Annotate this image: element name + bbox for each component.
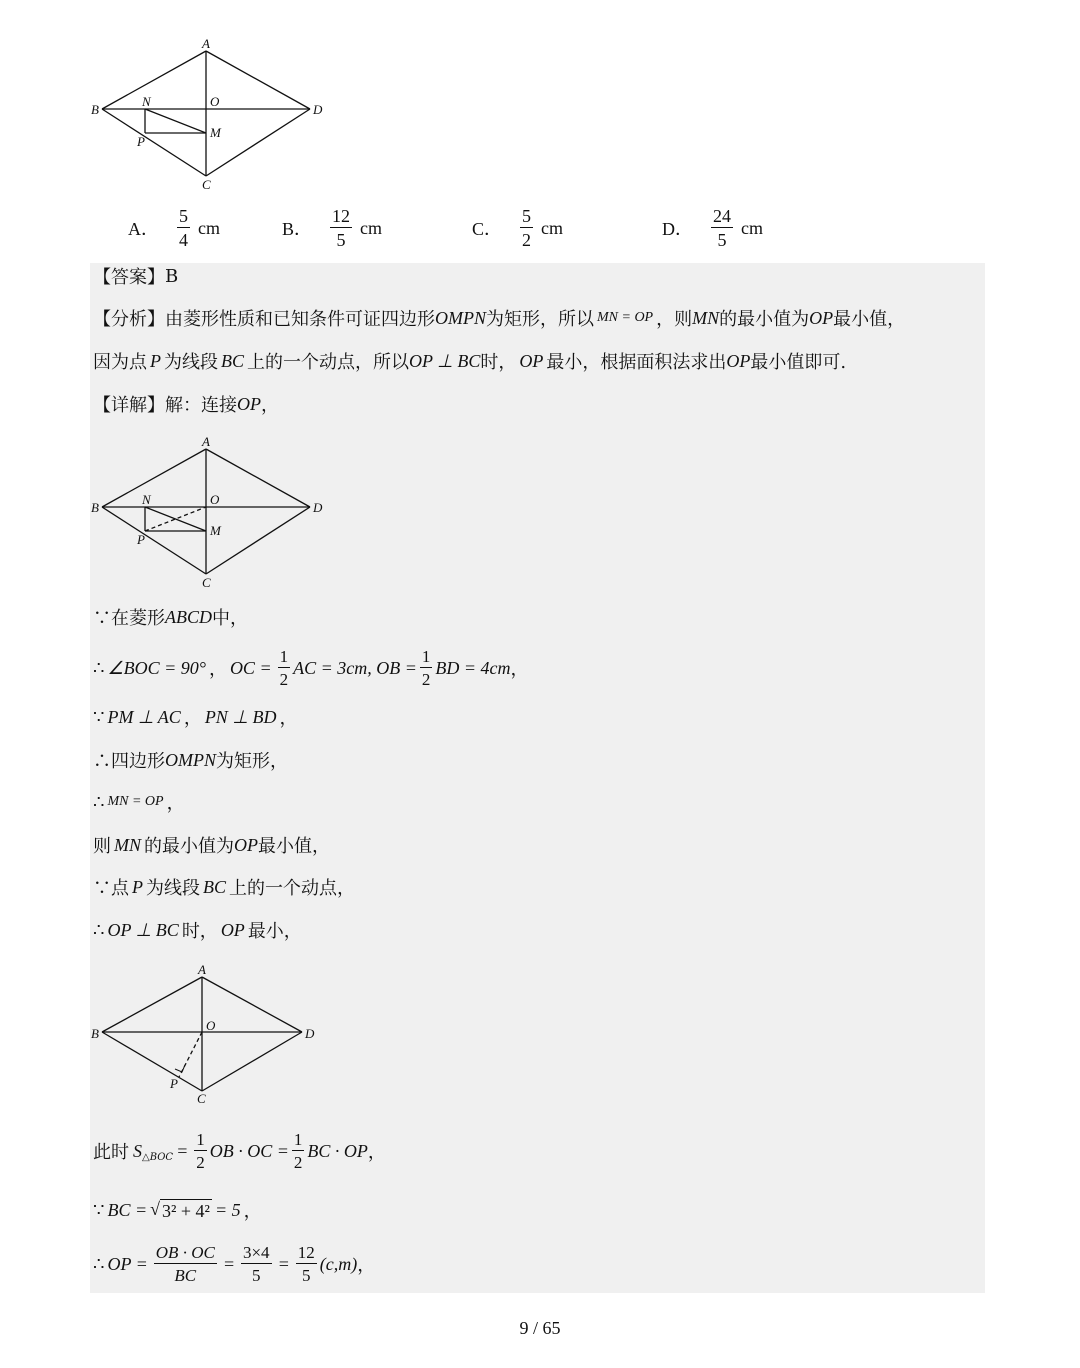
label-P: P — [137, 532, 145, 547]
math: OB · OC = — [209, 1140, 289, 1161]
numerator: 1 — [293, 1130, 303, 1149]
fraction — [154, 1244, 217, 1284]
math: BC — [203, 876, 227, 897]
math: BC — [221, 350, 245, 371]
denominator: 5 — [717, 230, 727, 250]
text: 上的一个动点，所以 — [247, 352, 410, 373]
label-A: A — [202, 434, 210, 449]
label-B: B — [91, 102, 99, 117]
subscript: △BOC — [142, 1151, 174, 1163]
label-D: D — [313, 102, 323, 117]
denominator: 4 — [179, 230, 188, 250]
option-c[interactable] — [472, 200, 563, 256]
option-d[interactable] — [662, 200, 763, 256]
step-6 — [93, 825, 330, 865]
math: MN — [114, 834, 141, 855]
math: = 5 — [214, 1199, 241, 1220]
text: ∵ — [93, 706, 105, 728]
text: 上的一个动点， — [229, 878, 356, 899]
text: 最小，根据面积法求出 — [546, 352, 727, 373]
text: ， — [367, 1142, 386, 1163]
label-O: O — [210, 492, 220, 507]
label-P: P — [137, 134, 145, 149]
text: 为矩形， — [216, 751, 288, 772]
figure-rhombus-1 — [88, 36, 338, 191]
text: 由菱形性质和已知条件可证四边形 — [165, 309, 435, 330]
text: 因为点 — [93, 352, 147, 373]
text: ∵ — [93, 1199, 105, 1221]
calc-1 — [93, 1128, 386, 1174]
numerator: 3×4 — [242, 1243, 270, 1262]
step-4 — [93, 740, 288, 780]
text: 最小值即可. — [750, 352, 847, 373]
answer-line — [93, 256, 178, 296]
text: 最小值， — [833, 309, 906, 330]
text: ， — [261, 395, 279, 416]
text: 此时 — [93, 1142, 129, 1163]
label-A: A — [198, 962, 206, 977]
fraction-half — [292, 1131, 305, 1171]
numerator: 5 — [179, 206, 188, 226]
math: OP ⊥ BC — [409, 350, 481, 371]
label-N: N — [142, 492, 151, 507]
math: P — [132, 876, 143, 897]
math: BC · OP — [307, 1140, 368, 1161]
radicand: 3² + 4² — [162, 1200, 210, 1221]
step-7 — [93, 867, 355, 907]
text: ， — [357, 1255, 376, 1276]
option-letter: A． — [128, 219, 159, 239]
text: ，则 — [656, 309, 693, 330]
option-b[interactable] — [282, 200, 382, 256]
math: OP — [519, 350, 544, 371]
rhombus-diagram-1 — [88, 36, 338, 191]
option-fraction — [711, 207, 733, 249]
step-8 — [93, 910, 302, 950]
text: ， — [183, 708, 202, 729]
math: PN ⊥ BD — [204, 706, 277, 727]
analysis-line-1 — [93, 298, 905, 338]
math: OP — [237, 393, 261, 414]
sqrt: √ 3² + 4² — [150, 1198, 210, 1221]
text: 时， — [181, 921, 218, 942]
label-P: P — [170, 1076, 178, 1091]
numerator: 12 — [297, 1243, 315, 1262]
math: = — [222, 1253, 235, 1274]
numerator: 24 — [713, 206, 731, 226]
label-C: C — [202, 575, 211, 589]
denominator: 5 — [252, 1266, 261, 1285]
denominator: 2 — [522, 230, 532, 250]
text: ， — [243, 1201, 262, 1222]
math: MN = OP — [597, 310, 654, 325]
label-B: B — [91, 1026, 99, 1041]
math: OP = — [107, 1253, 148, 1274]
text: ， — [166, 793, 185, 814]
text: 最小， — [247, 921, 302, 942]
label-M: M — [210, 523, 221, 538]
analysis-line-2 — [93, 341, 846, 381]
text: ∴四边形 — [93, 751, 165, 772]
option-fraction — [520, 207, 533, 249]
option-unit: cm — [360, 217, 383, 238]
fraction-half — [420, 648, 433, 688]
label-C: C — [202, 177, 211, 191]
text: 为线段 — [164, 352, 218, 373]
option-unit: cm — [541, 217, 564, 238]
label-D: D — [305, 1026, 315, 1041]
math: S — [133, 1140, 142, 1161]
math: AC = 3cm, OB = — [293, 657, 417, 678]
text: 解：连接 — [165, 395, 237, 416]
math: P — [150, 350, 161, 371]
text: ∴ — [93, 657, 105, 679]
text: 为线段 — [146, 878, 200, 899]
math: MN = OP — [107, 794, 164, 809]
option-fraction — [330, 207, 352, 249]
answer-options — [0, 200, 1080, 256]
denominator: 2 — [421, 670, 431, 689]
numerator: OB · OC — [155, 1243, 215, 1262]
text: ， — [510, 659, 529, 680]
text: 最小值， — [258, 836, 330, 857]
math: ∠BOC = 90° — [107, 657, 206, 678]
label-O: O — [206, 1018, 216, 1033]
text: ， — [208, 659, 227, 680]
text: 的最小值为 — [144, 836, 234, 857]
numerator: 5 — [522, 206, 532, 226]
text: ∴ — [93, 1253, 105, 1275]
answer-label: 【答案】 — [93, 267, 165, 288]
math: MN — [692, 307, 720, 328]
math: ABCD — [165, 606, 212, 627]
analysis-label: 【分析】 — [93, 309, 165, 330]
math: OC = — [229, 657, 272, 678]
denominator: BC — [174, 1266, 197, 1285]
numerator: 12 — [332, 206, 351, 226]
step-5 — [93, 782, 185, 822]
numerator: 1 — [196, 1130, 205, 1149]
fraction-half — [278, 648, 291, 688]
option-letter: C． — [472, 219, 503, 239]
math: = — [277, 1253, 290, 1274]
fraction-half — [194, 1131, 207, 1171]
math: OP — [726, 350, 751, 371]
denominator: 2 — [293, 1153, 303, 1172]
calc-3 — [93, 1240, 375, 1288]
step-2 — [93, 646, 529, 690]
text: ， — [279, 708, 298, 729]
label-B: B — [91, 500, 99, 515]
answer-value: B — [165, 265, 179, 287]
detail-label: 【详解】 — [93, 395, 165, 416]
denominator: 2 — [279, 670, 289, 689]
math: OP — [809, 307, 834, 328]
text: 则 — [93, 836, 111, 857]
text: 中， — [212, 608, 248, 629]
numerator: 1 — [279, 647, 289, 666]
math: (c,m) — [319, 1253, 358, 1274]
rhombus-diagram-3 — [88, 962, 338, 1117]
math: OP ⊥ BC — [107, 919, 179, 940]
figure-rhombus-3 — [88, 962, 338, 1117]
option-unit: cm — [741, 217, 763, 238]
label-C: C — [197, 1091, 206, 1106]
math: OP — [220, 919, 245, 940]
denominator: 5 — [336, 230, 346, 250]
figure-rhombus-2 — [88, 434, 338, 589]
text: ∴ — [93, 919, 105, 941]
label-A: A — [202, 36, 210, 51]
math: = — [176, 1140, 189, 1161]
label-D: D — [313, 500, 323, 515]
label-O: O — [210, 94, 220, 109]
text: ∵点 — [93, 878, 129, 899]
step-1 — [93, 597, 248, 637]
fraction — [296, 1244, 317, 1284]
option-a[interactable] — [128, 200, 220, 256]
text: ∴ — [93, 791, 105, 813]
denominator: 5 — [301, 1266, 311, 1285]
numerator: 1 — [421, 647, 431, 666]
page-number: 9 / 65 — [519, 1318, 561, 1338]
detail-line — [93, 384, 279, 424]
step-3 — [93, 697, 298, 737]
option-fraction — [177, 207, 190, 249]
math: BC = — [107, 1199, 148, 1220]
text: 时， — [480, 352, 517, 373]
label-N: N — [142, 94, 151, 109]
calc-2 — [93, 1190, 262, 1230]
math: OMPN — [435, 307, 486, 328]
text: 的最小值为 — [719, 309, 810, 330]
text: ∵在菱形 — [93, 608, 165, 629]
option-unit: cm — [198, 217, 220, 238]
math: BD = 4cm — [435, 657, 511, 678]
math: PM ⊥ AC — [107, 706, 181, 727]
denominator: 2 — [196, 1153, 205, 1172]
fraction — [241, 1244, 272, 1284]
math: OP — [234, 834, 258, 855]
option-letter: D． — [662, 219, 693, 239]
text: 为矩形，所以 — [486, 309, 594, 330]
math: OMPN — [165, 749, 216, 770]
option-letter: B． — [282, 219, 313, 239]
label-M: M — [210, 125, 221, 140]
rhombus-diagram-2 — [88, 434, 338, 589]
